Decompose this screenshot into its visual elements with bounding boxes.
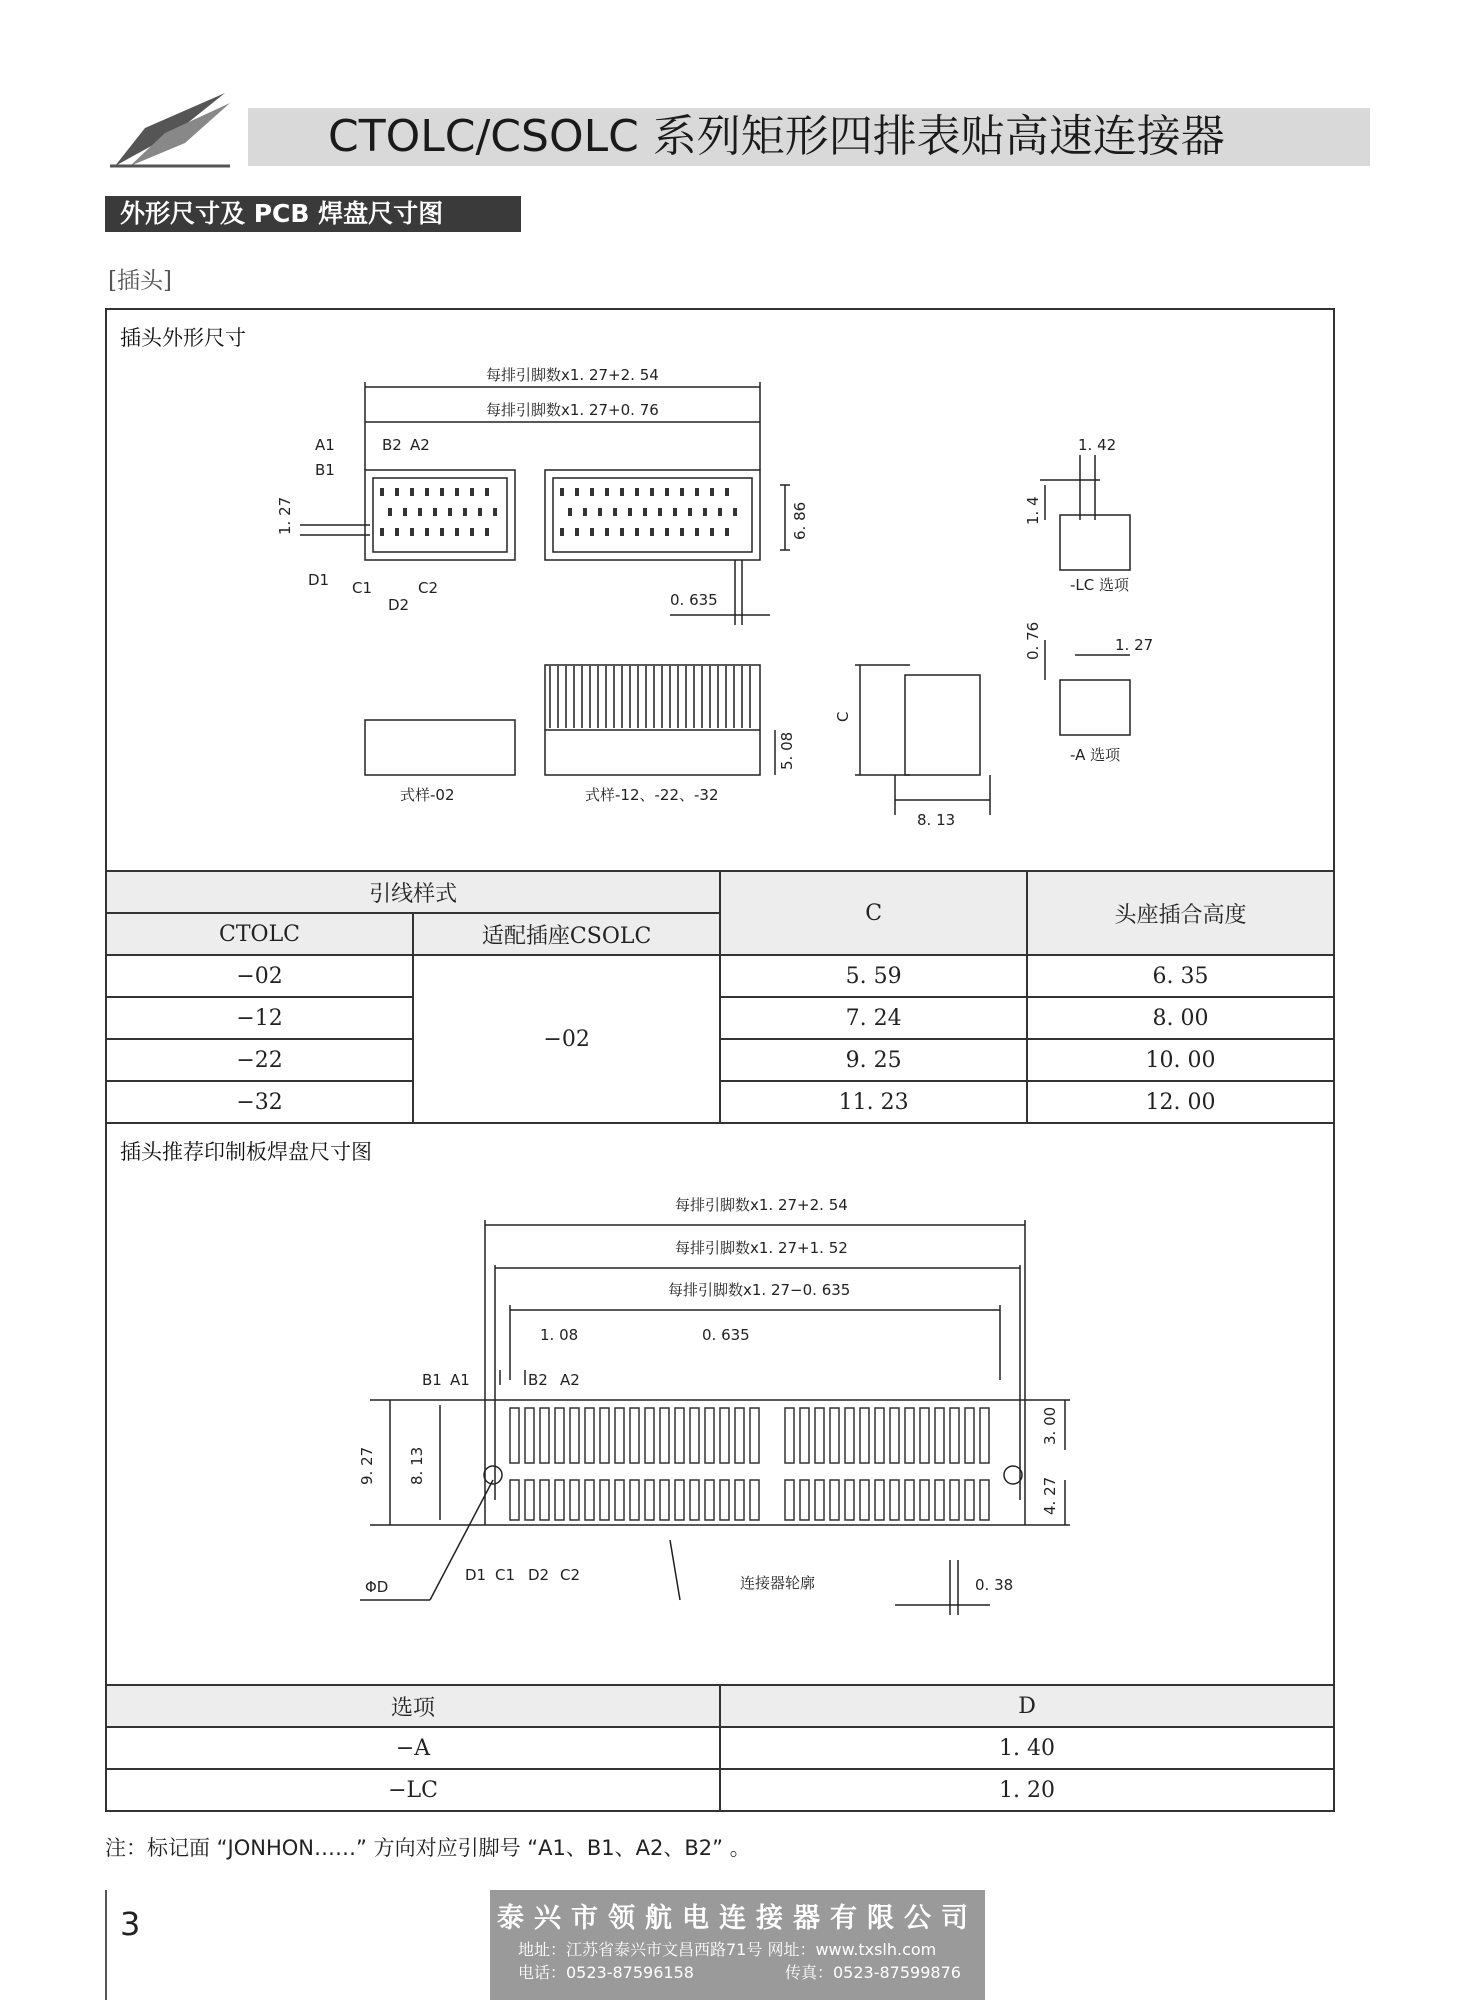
style12-label: 式样-12、-22、-32	[585, 786, 719, 804]
th-option: 选项	[106, 1685, 720, 1727]
footer-fax: 传真：0523-87599876	[785, 1963, 961, 1982]
pcb-pin-b2: B2	[528, 1371, 548, 1389]
dim-total: 每排引脚数x1. 27+2. 54	[486, 366, 659, 384]
dim-inner: 每排引脚数x1. 27+0. 76	[486, 401, 659, 419]
section-title: 外形尺寸及 PCB 焊盘尺寸图	[120, 199, 444, 228]
dim-height: 6. 86	[791, 501, 809, 540]
pcb-pin-d2: D2	[528, 1566, 550, 1584]
pin-c2: C2	[418, 579, 439, 597]
pcb-phi-d: ΦD	[365, 1578, 389, 1596]
cell-c: 11. 23	[720, 1081, 1027, 1123]
dim-pitch: 1. 27	[276, 496, 294, 535]
lc-height: 1. 4	[1024, 496, 1042, 525]
a-height: 0. 76	[1024, 621, 1042, 660]
pcb-d813: 8. 13	[408, 1446, 426, 1485]
pcb-d0635: 0. 635	[702, 1326, 750, 1344]
a-width: 1. 27	[1115, 636, 1154, 654]
cell-d: 1. 20	[720, 1769, 1334, 1811]
pcb-pin-d1: D1	[465, 1566, 487, 1584]
pcb-d300: 3. 00	[1041, 1406, 1059, 1445]
pin-d2: D2	[388, 596, 410, 614]
footer-tel: 电话：0523-87596158	[518, 1963, 694, 1982]
pin-c1: C1	[352, 579, 373, 597]
pcb-outline-label: 连接器轮廓	[740, 1574, 816, 1592]
pcb-pin-a2: A2	[560, 1371, 580, 1389]
cell-height: 6. 35	[1027, 955, 1334, 997]
pcb-d427: 4. 27	[1041, 1476, 1059, 1515]
th-mating-height: 头座插合高度	[1027, 871, 1334, 955]
cell-ctolc: −02	[106, 955, 413, 997]
cell-height: 8. 00	[1027, 997, 1334, 1039]
page-title: CTOLC/CSOLC 系列矩形四排表贴高速连接器	[328, 111, 1225, 162]
cell-d: 1. 40	[720, 1727, 1334, 1769]
cell-height: 12. 00	[1027, 1081, 1334, 1123]
pin-b1: B1	[315, 461, 335, 479]
pcb-d108: 1. 08	[540, 1326, 579, 1344]
th-lead-style: 引线样式	[106, 871, 720, 913]
pin-d1: D1	[308, 571, 330, 589]
cell-c: 7. 24	[720, 997, 1027, 1039]
footer-address: 地址：江苏省泰兴市文昌西路71号 网址：www.txslh.com	[518, 1940, 937, 1959]
pcb-d038: 0. 38	[975, 1576, 1014, 1594]
cell-csolc-merged: −02	[413, 955, 720, 1123]
pcb-d927: 9. 27	[358, 1446, 376, 1485]
th-d: D	[720, 1685, 1334, 1727]
lc-width: 1. 42	[1078, 436, 1117, 454]
pin-b2: B2	[382, 436, 402, 454]
dim-offset: 0. 635	[670, 591, 718, 609]
pcb-dim3: 每排引脚数x1. 27−0. 635	[668, 1281, 851, 1299]
cell-c: 9. 25	[720, 1039, 1027, 1081]
pad-option-table	[105, 1684, 1335, 1812]
cell-option: −A	[106, 1727, 720, 1769]
footer-company: 泰兴市领航电连接器有限公司	[497, 1903, 978, 1934]
cell-ctolc: −12	[106, 997, 413, 1039]
c-label: C	[834, 711, 852, 722]
th-c: C	[720, 871, 1027, 955]
th-csolc: 适配插座CSOLC	[413, 913, 720, 955]
pcb-pin-c1: C1	[495, 1566, 516, 1584]
a-option-label: -A 选项	[1070, 746, 1121, 764]
width-813: 8. 13	[917, 811, 956, 829]
page-rule	[105, 1890, 107, 2000]
th-ctolc: CTOLC	[106, 913, 413, 955]
cell-c: 5. 59	[720, 955, 1027, 997]
panel2-title: 插头推荐印制板焊盘尺寸图	[120, 1140, 372, 1164]
marking-note: 注：标记面 “JONHON……” 方向对应引脚号 “A1、B1、A2、B2” 。	[105, 1836, 751, 1860]
pcb-pin-b1: B1	[422, 1371, 442, 1389]
cell-ctolc: −22	[106, 1039, 413, 1081]
page-number: 3	[120, 1905, 141, 1943]
pcb-pad-drawing	[350, 1180, 1110, 1620]
pcb-pin-a1: A1	[450, 1371, 470, 1389]
style02-label: 式样-02	[400, 786, 455, 804]
pcb-dim2: 每排引脚数x1. 27+1. 52	[675, 1239, 848, 1257]
plug-variant-table	[105, 870, 1335, 1124]
plug-label: [插头]	[108, 268, 172, 294]
panel1-title: 插头外形尺寸	[120, 326, 246, 350]
cell-option: −LC	[106, 1769, 720, 1811]
plug-dimension-drawing	[270, 360, 1190, 850]
company-logo	[105, 88, 235, 168]
pin-a1: A1	[315, 436, 335, 454]
pin-a2: A2	[410, 436, 430, 454]
cell-ctolc: −32	[106, 1081, 413, 1123]
lc-option-label: -LC 选项	[1070, 576, 1130, 594]
pcb-dim1: 每排引脚数x1. 27+2. 54	[675, 1196, 848, 1214]
side-height: 5. 08	[778, 731, 796, 770]
cell-height: 10. 00	[1027, 1039, 1334, 1081]
pcb-pin-c2: C2	[560, 1566, 581, 1584]
